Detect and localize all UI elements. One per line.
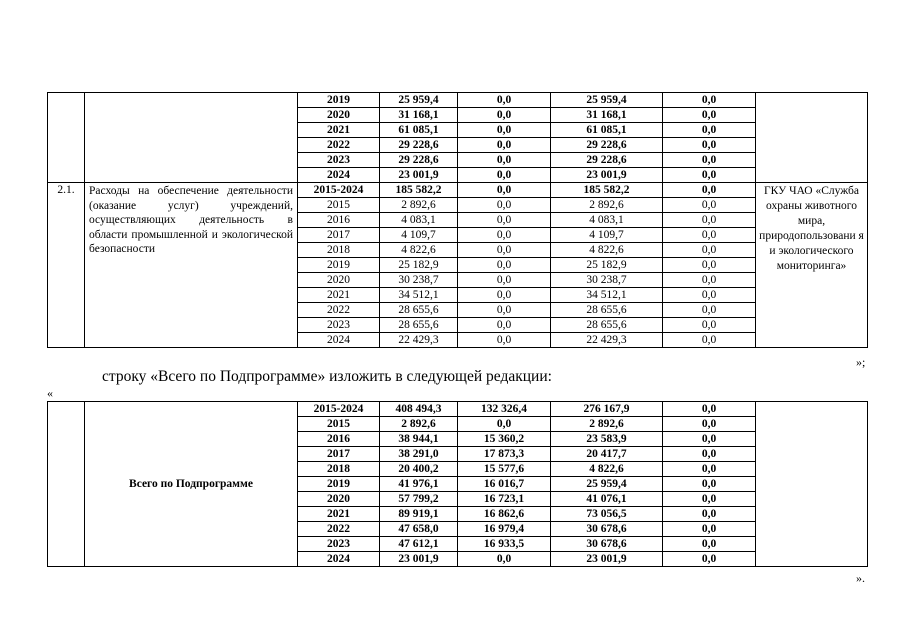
budget-1-cell: 0,0 bbox=[458, 153, 551, 168]
total-cell: 185 582,2 bbox=[380, 183, 458, 198]
year-cell: 2023 bbox=[298, 318, 380, 333]
budget-3-cell: 0,0 bbox=[663, 243, 756, 258]
budget-1-cell: 0,0 bbox=[458, 243, 551, 258]
budget-1-cell: 15 577,6 bbox=[458, 462, 551, 477]
total-cell: 28 655,6 bbox=[380, 303, 458, 318]
total-cell: 47 612,1 bbox=[380, 537, 458, 552]
year-cell: 2022 bbox=[298, 303, 380, 318]
budget-3-cell: 0,0 bbox=[663, 318, 756, 333]
total-cell: 34 512,1 bbox=[380, 288, 458, 303]
responsible-cell bbox=[756, 93, 868, 183]
year-cell: 2024 bbox=[298, 168, 380, 183]
year-cell: 2015-2024 bbox=[298, 402, 380, 417]
budget-1-cell: 0,0 bbox=[458, 213, 551, 228]
total-cell: 29 228,6 bbox=[380, 138, 458, 153]
budget-3-cell: 0,0 bbox=[663, 93, 756, 108]
total-cell: 4 083,1 bbox=[380, 213, 458, 228]
budget-2-cell: 4 822,6 bbox=[551, 462, 663, 477]
table-row bbox=[48, 93, 868, 108]
budget-3-cell: 0,0 bbox=[663, 492, 756, 507]
total-cell: 29 228,6 bbox=[380, 153, 458, 168]
budget-3-cell: 0,0 bbox=[663, 333, 756, 348]
budget-2-cell: 4 109,7 bbox=[551, 228, 663, 243]
budget-2-cell: 25 959,4 bbox=[551, 477, 663, 492]
budget-3-cell: 0,0 bbox=[663, 108, 756, 123]
year-cell: 2024 bbox=[298, 333, 380, 348]
total-cell: 2 892,6 bbox=[380, 417, 458, 432]
total-cell: 57 799,2 bbox=[380, 492, 458, 507]
year-cell: 2023 bbox=[298, 537, 380, 552]
budget-2-cell: 73 056,5 bbox=[551, 507, 663, 522]
total-cell: 4 109,7 bbox=[380, 228, 458, 243]
total-cell: 38 291,0 bbox=[380, 447, 458, 462]
budget-2-cell: 25 182,9 bbox=[551, 258, 663, 273]
total-cell: 23 001,9 bbox=[380, 552, 458, 567]
budget-1-cell: 0,0 bbox=[458, 258, 551, 273]
budget-1-cell: 16 979,4 bbox=[458, 522, 551, 537]
budget-2-cell: 29 228,6 bbox=[551, 138, 663, 153]
closing-quote: »; bbox=[856, 355, 866, 369]
item-description: Расходы на обеспечение деятельности (оказание услуг) учреждений, осуществляющих деятельность в области промышленной и экологической безопасности bbox=[85, 183, 298, 348]
year-cell: 2015 bbox=[298, 417, 380, 432]
budget-3-cell: 0,0 bbox=[663, 153, 756, 168]
budget-1-cell: 0,0 bbox=[458, 333, 551, 348]
row-number-cell bbox=[48, 93, 85, 183]
budget-3-cell: 0,0 bbox=[663, 462, 756, 477]
total-cell: 4 822,6 bbox=[380, 243, 458, 258]
budget-2-cell: 2 892,6 bbox=[551, 198, 663, 213]
budget-1-cell: 16 862,6 bbox=[458, 507, 551, 522]
budget-3-cell: 0,0 bbox=[663, 477, 756, 492]
budget-2-cell: 4 083,1 bbox=[551, 213, 663, 228]
year-cell: 2022 bbox=[298, 522, 380, 537]
budget-3-cell: 0,0 bbox=[663, 258, 756, 273]
total-cell: 22 429,3 bbox=[380, 333, 458, 348]
year-cell: 2019 bbox=[298, 477, 380, 492]
total-cell: 23 001,9 bbox=[380, 168, 458, 183]
year-cell: 2022 bbox=[298, 138, 380, 153]
budget-2-cell: 30 678,6 bbox=[551, 522, 663, 537]
year-cell: 2021 bbox=[298, 507, 380, 522]
budget-3-cell: 0,0 bbox=[663, 138, 756, 153]
budget-1-cell: 0,0 bbox=[458, 93, 551, 108]
subprogram-total-table bbox=[47, 401, 868, 567]
table-row bbox=[48, 183, 868, 198]
year-cell: 2016 bbox=[298, 432, 380, 447]
budget-2-cell: 41 076,1 bbox=[551, 492, 663, 507]
budget-1-cell: 0,0 bbox=[458, 552, 551, 567]
item-responsible: ГКУ ЧАО «Служба охраны животного мира, природопользовани я и экологического мониторинга» bbox=[756, 183, 868, 348]
budget-3-cell: 0,0 bbox=[663, 123, 756, 138]
budget-1-cell: 16 933,5 bbox=[458, 537, 551, 552]
total-cell: 41 976,1 bbox=[380, 477, 458, 492]
table-row bbox=[48, 402, 868, 417]
total-cell: 61 085,1 bbox=[380, 123, 458, 138]
budget-3-cell: 0,0 bbox=[663, 402, 756, 417]
budget-1-cell: 0,0 bbox=[458, 288, 551, 303]
budget-1-cell: 0,0 bbox=[458, 123, 551, 138]
budget-2-cell: 2 892,6 bbox=[551, 417, 663, 432]
budget-1-cell: 0,0 bbox=[458, 198, 551, 213]
total-cell: 47 658,0 bbox=[380, 522, 458, 537]
responsible-cell bbox=[756, 402, 868, 567]
budget-1-cell: 16 016,7 bbox=[458, 477, 551, 492]
budget-3-cell: 0,0 bbox=[663, 273, 756, 288]
budget-2-cell: 23 001,9 bbox=[551, 168, 663, 183]
budget-2-cell: 28 655,6 bbox=[551, 303, 663, 318]
budget-1-cell: 0,0 bbox=[458, 168, 551, 183]
budget-2-cell: 31 168,1 bbox=[551, 108, 663, 123]
year-cell: 2019 bbox=[298, 258, 380, 273]
budget-3-cell: 0,0 bbox=[663, 447, 756, 462]
total-cell: 31 168,1 bbox=[380, 108, 458, 123]
budget-2-cell: 276 167,9 bbox=[551, 402, 663, 417]
budget-2-cell: 61 085,1 bbox=[551, 123, 663, 138]
budget-3-cell: 0,0 bbox=[663, 417, 756, 432]
budget-2-cell: 23 001,9 bbox=[551, 552, 663, 567]
budget-3-cell: 0,0 bbox=[663, 522, 756, 537]
row-number-cell bbox=[48, 402, 85, 567]
budget-1-cell: 17 873,3 bbox=[458, 447, 551, 462]
budget-1-cell: 0,0 bbox=[458, 417, 551, 432]
instruction-text: строку «Всего по Подпрограмме» изложить в следующей редакции: bbox=[102, 368, 552, 385]
year-cell: 2018 bbox=[298, 462, 380, 477]
budget-1-cell: 0,0 bbox=[458, 318, 551, 333]
total-cell: 28 655,6 bbox=[380, 318, 458, 333]
budget-1-cell: 0,0 bbox=[458, 228, 551, 243]
budget-2-cell: 28 655,6 bbox=[551, 318, 663, 333]
year-cell: 2020 bbox=[298, 108, 380, 123]
budget-3-cell: 0,0 bbox=[663, 198, 756, 213]
total-cell: 30 238,7 bbox=[380, 273, 458, 288]
budget-1-cell: 0,0 bbox=[458, 138, 551, 153]
total-cell: 20 400,2 bbox=[380, 462, 458, 477]
budget-3-cell: 0,0 bbox=[663, 303, 756, 318]
closing-quote-final: ». bbox=[856, 571, 865, 585]
budget-3-cell: 0,0 bbox=[663, 183, 756, 198]
budget-3-cell: 0,0 bbox=[663, 507, 756, 522]
budget-3-cell: 0,0 bbox=[663, 552, 756, 567]
budget-2-cell: 20 417,7 bbox=[551, 447, 663, 462]
year-cell: 2019 bbox=[298, 93, 380, 108]
description-cell bbox=[85, 93, 298, 183]
year-cell: 2017 bbox=[298, 228, 380, 243]
budget-3-cell: 0,0 bbox=[663, 537, 756, 552]
budget-3-cell: 0,0 bbox=[663, 213, 756, 228]
budget-3-cell: 0,0 bbox=[663, 432, 756, 447]
budget-2-cell: 4 822,6 bbox=[551, 243, 663, 258]
budget-2-cell: 25 959,4 bbox=[551, 93, 663, 108]
total-cell: 38 944,1 bbox=[380, 432, 458, 447]
total-cell: 2 892,6 bbox=[380, 198, 458, 213]
budget-3-cell: 0,0 bbox=[663, 168, 756, 183]
total-cell: 25 959,4 bbox=[380, 93, 458, 108]
year-cell: 2015 bbox=[298, 198, 380, 213]
year-cell: 2023 bbox=[298, 153, 380, 168]
year-cell: 2016 bbox=[298, 213, 380, 228]
budget-1-cell: 0,0 bbox=[458, 183, 551, 198]
year-cell: 2020 bbox=[298, 492, 380, 507]
budget-2-cell: 185 582,2 bbox=[551, 183, 663, 198]
year-cell: 2015-2024 bbox=[298, 183, 380, 198]
budget-2-cell: 30 678,6 bbox=[551, 537, 663, 552]
budget-1-cell: 16 723,1 bbox=[458, 492, 551, 507]
budget-1-cell: 0,0 bbox=[458, 108, 551, 123]
year-cell: 2021 bbox=[298, 123, 380, 138]
budget-1-cell: 15 360,2 bbox=[458, 432, 551, 447]
opening-quote: « bbox=[47, 386, 53, 400]
budget-2-cell: 22 429,3 bbox=[551, 333, 663, 348]
total-cell: 408 494,3 bbox=[380, 402, 458, 417]
budget-1-cell: 0,0 bbox=[458, 273, 551, 288]
year-cell: 2021 bbox=[298, 288, 380, 303]
total-cell: 89 919,1 bbox=[380, 507, 458, 522]
budget-2-cell: 34 512,1 bbox=[551, 288, 663, 303]
budget-3-cell: 0,0 bbox=[663, 228, 756, 243]
total-cell: 25 182,9 bbox=[380, 258, 458, 273]
budget-1-cell: 132 326,4 bbox=[458, 402, 551, 417]
year-cell: 2020 bbox=[298, 273, 380, 288]
subprogram-table-continued bbox=[47, 92, 868, 348]
year-cell: 2024 bbox=[298, 552, 380, 567]
budget-2-cell: 30 238,7 bbox=[551, 273, 663, 288]
budget-3-cell: 0,0 bbox=[663, 288, 756, 303]
year-cell: 2018 bbox=[298, 243, 380, 258]
budget-2-cell: 23 583,9 bbox=[551, 432, 663, 447]
budget-1-cell: 0,0 bbox=[458, 303, 551, 318]
year-cell: 2017 bbox=[298, 447, 380, 462]
budget-2-cell: 29 228,6 bbox=[551, 153, 663, 168]
item-number: 2.1. bbox=[48, 183, 85, 348]
total-label: Всего по Подпрограмме bbox=[85, 402, 298, 567]
